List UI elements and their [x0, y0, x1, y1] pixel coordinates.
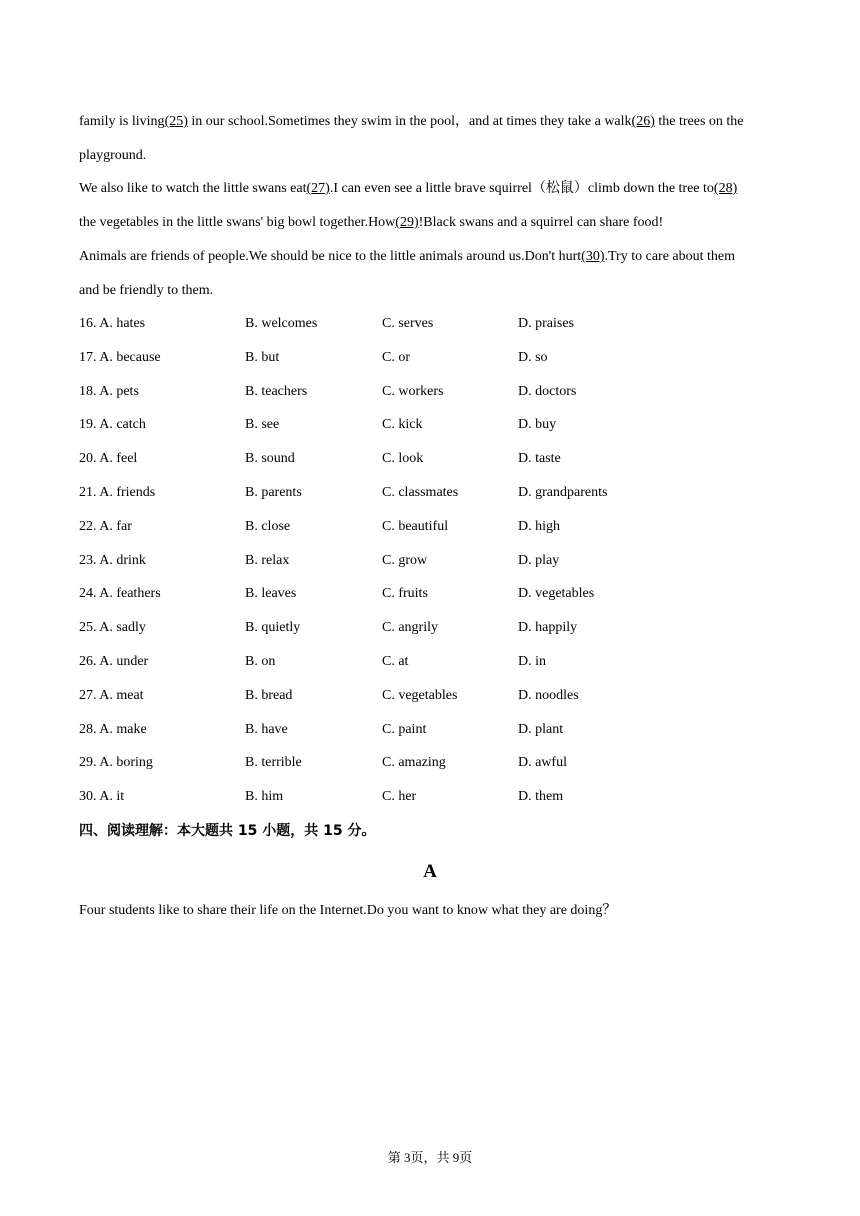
option-b: B. teachers [245, 383, 308, 399]
option-a: 30. A. it [79, 789, 125, 805]
passage-line-3 [79, 172, 785, 206]
option-d: D. doctors [518, 383, 577, 399]
option-b: B. have [245, 721, 288, 737]
option-d: D. buy [518, 417, 557, 433]
text: .Try to care about them [604, 249, 736, 264]
option-b: B. him [245, 789, 284, 805]
question-row [79, 746, 785, 780]
option-a: 19. A. catch [79, 417, 146, 433]
option-c: C. grow [382, 552, 428, 568]
text: the vegetables in the little swans' big bowl together.How [79, 215, 396, 230]
question-row [79, 645, 785, 679]
option-b: B. but [245, 349, 280, 365]
option-d: D. so [518, 349, 548, 365]
question-row [79, 510, 785, 544]
passage-line-6: and be friendly to them. [79, 283, 214, 298]
text: We also like to watch the little swans eat [79, 181, 307, 196]
option-b: B. terrible [245, 755, 302, 771]
text: in our school.Sometimes they swim in the pool，and at times they take a walk [187, 114, 632, 129]
option-d: D. happily [518, 620, 578, 636]
option-a: 20. A. feel [79, 451, 138, 467]
question-row [79, 577, 785, 611]
option-a: 29. A. boring [79, 755, 153, 771]
passage-line-4 [79, 206, 785, 240]
question-row [79, 375, 785, 409]
option-a: 26. A. under [79, 653, 149, 669]
option-c: C. at [382, 653, 409, 669]
option-a: 17. A. because [79, 349, 161, 365]
option-c: C. kick [382, 417, 423, 433]
text: .I can even see a little brave squirrel（松鼠）climb down the tree to [329, 181, 714, 196]
option-b: B. see [245, 417, 280, 433]
option-b: B. leaves [245, 586, 297, 602]
option-b: B. relax [245, 552, 290, 568]
blank-26: (26) [631, 114, 655, 129]
option-d: D. awful [518, 755, 567, 771]
passage-title: A [423, 861, 437, 882]
option-c: C. angrily [382, 620, 438, 636]
text: family is living [79, 114, 165, 129]
option-b: B. parents [245, 484, 302, 500]
option-a: 27. A. meat [79, 687, 144, 703]
option-a: 21. A. friends [79, 484, 156, 500]
option-d: D. high [518, 518, 560, 534]
option-b: B. close [245, 518, 291, 534]
option-d: D. taste [518, 451, 561, 467]
option-b: B. quietly [245, 620, 301, 636]
option-c: C. beautiful [382, 518, 449, 534]
text: the trees on the [654, 114, 744, 129]
option-d: D. them [518, 789, 564, 805]
question-row [79, 408, 785, 442]
question-row [79, 544, 785, 578]
option-d: D. noodles [518, 687, 579, 703]
option-c: C. classmates [382, 484, 459, 500]
option-d: D. vegetables [518, 586, 595, 602]
passage-intro: Four students like to share their life on the Internet.Do you want to know what they are doing？ [79, 903, 617, 918]
option-d: D. play [518, 552, 560, 568]
option-c: C. serves [382, 316, 434, 331]
question-row [79, 341, 785, 375]
option-b: B. sound [245, 451, 295, 467]
option-a: 24. A. feathers [79, 586, 161, 602]
section-heading: 四、阅读理解：本大题共 15 小题，共 15 分。 [79, 823, 376, 839]
option-c: C. vegetables [382, 687, 458, 703]
option-a: 18. A. pets [79, 383, 139, 399]
option-a: 23. A. drink [79, 552, 146, 568]
option-d: D. grandparents [518, 484, 608, 500]
option-a: 25. A. sadly [79, 620, 146, 636]
blank-27: (27) [306, 181, 330, 196]
blank-28: (28) [713, 181, 738, 196]
question-row [79, 611, 785, 645]
option-b: B. on [245, 653, 276, 669]
blank-30: (30) [581, 249, 605, 264]
text: Animals are friends of people.We should be nice to the little animals around us.Don't hurt [79, 249, 582, 264]
option-d: D. praises [518, 316, 574, 331]
passage-line-1 [79, 105, 785, 139]
question-row [79, 476, 785, 510]
passage-line-5 [79, 240, 785, 274]
blank-25: (25) [164, 114, 188, 129]
question-row [79, 307, 785, 341]
question-options [79, 307, 785, 814]
option-b: B. bread [245, 687, 293, 703]
option-c: C. workers [382, 383, 444, 399]
question-row [79, 713, 785, 747]
page-footer: 第 3页，共 9页 [387, 1150, 473, 1165]
option-a: 22. A. far [79, 518, 132, 534]
option-c: C. look [382, 451, 424, 467]
option-a: 28. A. make [79, 721, 147, 737]
option-c: C. or [382, 349, 410, 365]
option-c: C. her [382, 789, 417, 805]
option-d: D. plant [518, 721, 564, 737]
option-a: 16. A. hates [79, 316, 146, 331]
question-row [79, 679, 785, 713]
option-c: C. paint [382, 721, 427, 737]
blank-29: (29) [395, 215, 419, 230]
question-row [79, 780, 785, 814]
passage-line-2: playground. [79, 148, 147, 163]
text: !Black swans and a squirrel can share food! [418, 215, 664, 230]
option-c: C. amazing [382, 755, 446, 771]
option-c: C. fruits [382, 586, 428, 602]
option-b: B. welcomes [245, 316, 318, 331]
option-d: D. in [518, 653, 546, 669]
question-row [79, 442, 785, 476]
